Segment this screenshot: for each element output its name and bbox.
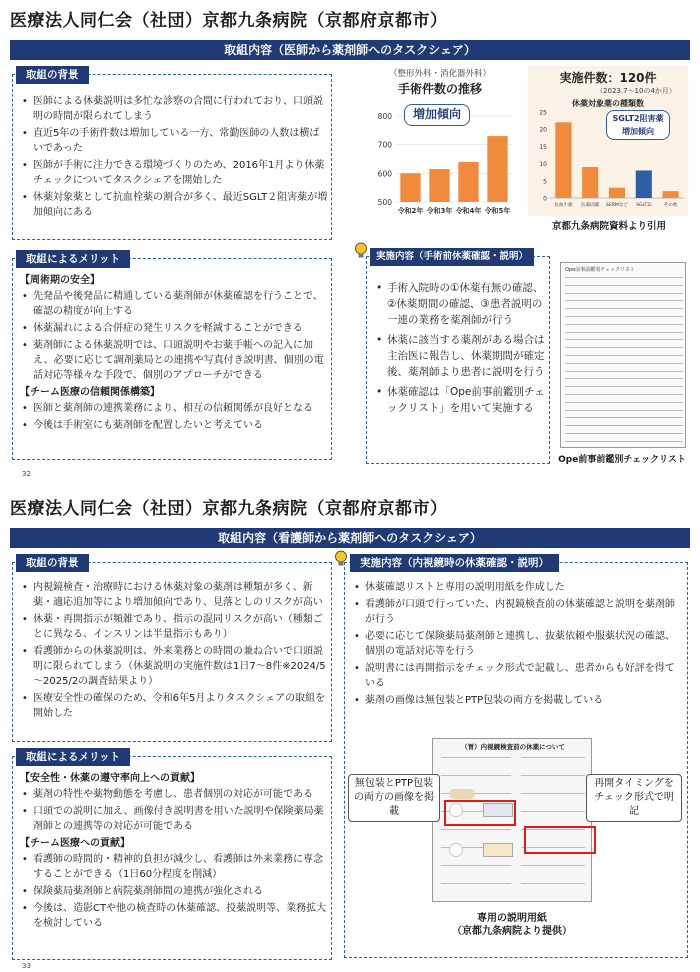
- checklist-row-line: [565, 277, 683, 278]
- list-item: • 看護師が口頭で行っていた、内視鏡検査前の休薬確認と説明を薬剤師が行う: [352, 597, 684, 627]
- note-restart: 再開タイミングをチェック形式で明記: [586, 774, 682, 822]
- x-tick-label: 令和3年: [426, 207, 453, 215]
- bar: [636, 170, 652, 198]
- list-item: • 薬剤の画像は無包装とPTP包装の両方を掲載している: [352, 693, 684, 708]
- checklist-row-line: [565, 425, 683, 426]
- sheet-row-line: [521, 793, 585, 794]
- list-item: • 医療安全性の確保のため、令和6年5月よりタスクシェアの取組を開始した: [20, 691, 328, 721]
- sheet-row-line: [441, 829, 511, 830]
- merit-content-top: [20, 272, 328, 435]
- checklist-row-line: [565, 386, 683, 387]
- list-item: • 医師と薬剤師の連携業務により、相互の信頼関係が良好となる: [20, 401, 328, 416]
- y-tick-label: 0: [543, 195, 547, 203]
- bar: [582, 167, 598, 198]
- list-item: • 今後は、造影CTや他の検査時の休薬確認、投薬説明等、業務拡大を検討している: [20, 901, 328, 931]
- checklist-row-line: [565, 285, 683, 286]
- checklist-row-line: [565, 402, 683, 403]
- merit-subhead: 【チーム医療の信頼関係構築】: [20, 387, 160, 398]
- checklist-row-line: [565, 378, 683, 379]
- bar: [400, 173, 420, 202]
- checklist-row-line: [565, 433, 683, 434]
- bar: [429, 169, 449, 202]
- sheet-row-line: [521, 811, 585, 812]
- list-item: • 説明書には再開指示をチェック形式で記載し、患者からも好評を得ている: [352, 661, 684, 691]
- list-item: • 直近5年の手術件数は増加している一方、常勤医師の人数は横ばいであった: [20, 126, 328, 156]
- checklist-row-line: [565, 363, 683, 364]
- pill-image: [449, 843, 463, 857]
- checklist-row-line: [565, 339, 683, 340]
- chart2-callout: [606, 110, 670, 140]
- x-tick-label: 令和5年: [484, 207, 511, 215]
- bar: [663, 191, 679, 198]
- page-number-top: 32: [22, 470, 31, 478]
- source-caption: 京都九条病院資料より引用: [551, 221, 666, 232]
- background-list-top: [20, 94, 328, 222]
- list-item: • 内視鏡検査・治療時における休薬対象の薬剤は種類が多く、新薬・適応追加等により増加傾向であり、見落としのリスクが高い: [20, 580, 328, 610]
- background-tag-bottom: 取組の背景: [16, 554, 89, 572]
- background-tag-top: 取組の背景: [16, 66, 89, 84]
- lightbulb-icon: [334, 550, 348, 568]
- chart-drug-card: [528, 66, 688, 216]
- sheet-row-line: [521, 757, 585, 758]
- sheet-row-line: [441, 883, 511, 884]
- title-bar-top: 取組内容（医師から薬剤師へのタスクシェア）: [10, 40, 690, 60]
- highlight-packaging: [444, 800, 516, 826]
- y-tick-label: 10: [539, 161, 547, 169]
- x-tick-label: SGLT2i: [636, 203, 652, 208]
- impl-tag-top: 実施内容（手術前休薬確認・説明）: [370, 248, 534, 266]
- checklist-row-line: [565, 324, 683, 325]
- checklist-row-line: [565, 347, 683, 348]
- list-item: • 看護師からの休薬説明は、外来業務との時間の兼ね合いで口頭説明に限られてしまう（休薬説明の実施件数は1日7～8件※2024/5～2025/2の調査結果より）: [20, 644, 328, 689]
- checklist-row-line: [565, 394, 683, 395]
- checklist-row-line: [565, 300, 683, 301]
- bar: [555, 122, 571, 198]
- list-item: • 休薬漏れによる合併症の発生リスクを軽減することができる: [20, 321, 328, 336]
- y-tick-label: 5: [543, 178, 547, 186]
- list-item: • 医師が手術に注力できる環境づくりのため、2016年1月より休薬チェックについてタスクシェアを開始した: [20, 158, 328, 188]
- x-tick-label: 抗凝固薬: [581, 203, 600, 208]
- list-item: • 医師による休薬説明は多忙な診察の合間に行われており、口頭説明の時間が限られてしまう: [20, 94, 328, 124]
- impl-list-top: [374, 280, 546, 418]
- list-item: • 必要に応じて保険薬局薬剤師と連携し、抜薬依頼や服薬状況の確認、個別の電話対応等を行う: [352, 629, 684, 659]
- checklist-thumb-title: Ope前事前鑑別チェックリスト: [565, 267, 635, 273]
- y-tick-label: 800: [377, 112, 392, 121]
- list-item: • 口頭での説明に加え、画像付き説明書を用いた説明や保険薬局薬剤師との連携等の対応が可能である: [20, 804, 328, 834]
- sheet-row-line: [521, 883, 585, 884]
- title-bar-bottom: 取組内容（看護師から薬剤師へのタスクシェア）: [10, 528, 690, 548]
- y-tick-label: 20: [539, 126, 547, 134]
- y-tick-label: 500: [377, 198, 392, 207]
- chart-subtitle: （整形外科・消化器外科）: [388, 69, 492, 79]
- chart1-callout: 増加傾向: [404, 104, 470, 126]
- merit-subhead: 【周術期の安全】: [20, 275, 100, 286]
- highlight-restart-check: [524, 826, 596, 854]
- bar: [609, 188, 625, 198]
- sheet-row-line: [441, 865, 511, 866]
- checklist-thumbnail: [560, 262, 686, 448]
- bar: [487, 136, 507, 202]
- background-list-bottom: [20, 580, 328, 723]
- list-item: • 休薬確認は「Ope前事前鑑別チェックリスト」を用いて実施する: [374, 384, 546, 416]
- sheet-row-line: [521, 865, 585, 866]
- list-item: • 休薬・再開指示が頻雑であり、指示の混同リスクが高い（種類ごとに異なる、インスリンは半量指示もあり）: [20, 612, 328, 642]
- note-packaging: 無包装とPTP包装の両方の画像を掲載: [348, 774, 440, 822]
- checklist-row-line: [565, 417, 683, 418]
- caption-line: （京都九条病院より提供）: [452, 926, 572, 937]
- list-item: • 休薬に該当する薬剤がある場合は主治医に報告し、休薬期間が確定後、薬剤師より患者に説明を行う: [374, 332, 546, 380]
- checklist-row-line: [565, 441, 683, 442]
- checklist-row-line: [565, 410, 683, 411]
- checklist-row-line: [565, 293, 683, 294]
- checklist-row-line: [565, 355, 683, 356]
- list-item: • 薬剤師による休薬説明では、口頭説明やお薬手帳への記入に加え、必要に応じて調剤薬局との連携や写真付き説明書、個別の電話対応等様々な手段で、個別のアプローチができる: [20, 338, 328, 383]
- list-item: • 今後は手術室にも薬剤師を配置したいと考えている: [20, 418, 328, 433]
- y-tick-label: 25: [539, 109, 547, 117]
- impl-tag-bottom: 実施内容（内視鏡時の休薬確認・説明）: [350, 554, 559, 572]
- surgery-count-chart: [362, 66, 518, 226]
- y-tick-label: 700: [377, 140, 392, 150]
- sheet-row-line: [521, 775, 585, 776]
- ptp-image: [483, 843, 513, 857]
- checklist-caption: Ope前事前鑑別チェックリスト: [558, 455, 686, 465]
- list-item: • 休薬確認リストと専用の説明用紙を作成した: [352, 580, 684, 595]
- merit-tag-top: 取組によるメリット: [16, 250, 130, 268]
- sheet-row-line: [441, 757, 511, 758]
- list-item: • 先発品や後発品に精通している薬剤師が休薬確認を行うことで、確認の精度が向上する: [20, 289, 328, 319]
- checklist-row-line: [565, 316, 683, 317]
- sheet-title: （胃）内視鏡検査前の休薬について: [461, 743, 565, 751]
- callout-line: 増加傾向: [622, 127, 654, 136]
- chart-subtitle: 休薬対象薬の種類数: [572, 99, 644, 108]
- merit-content-bottom: [20, 770, 328, 933]
- checklist-row-line: [565, 332, 683, 333]
- caption-line: 専用の説明用紙: [477, 913, 547, 924]
- callout-line: SGLT2阻害薬: [612, 114, 664, 123]
- page-title-top: 医療法人同仁会（社団）京都九条病院（京都府京都市）: [10, 11, 448, 31]
- list-item: • 保険薬局薬剤師と病院薬剤師間の連携が強化される: [20, 884, 328, 899]
- page-number-bottom: 33: [22, 962, 31, 970]
- lightbulb-icon: [354, 242, 368, 260]
- page-title-bottom: 医療法人同仁会（社団）京都九条病院（京都府京都市）: [10, 499, 448, 519]
- x-tick-label: その他: [663, 203, 678, 208]
- x-tick-label: SERMなど: [605, 203, 629, 208]
- drug-type-chart: [528, 66, 688, 216]
- list-item: • 看護師の時間的・精神的負担が減少し、看護師は外来業務に専念することができる（1日60分程度を削減）: [20, 852, 328, 882]
- merit-subhead: 【安全性・休薬の遵守率向上への貢献】: [20, 773, 200, 784]
- x-tick-label: 抗血小板: [554, 203, 573, 208]
- merit-tag-bottom: 取組によるメリット: [16, 748, 130, 766]
- chart-title: 実施件数：120件: [559, 71, 657, 85]
- checklist-row-line: [565, 308, 683, 309]
- impl-list-bottom: [352, 580, 684, 710]
- y-tick-label: 600: [377, 169, 392, 179]
- bar: [458, 162, 478, 202]
- x-tick-label: 令和2年: [397, 207, 424, 215]
- chart-title: 手術件数の推移: [397, 82, 483, 96]
- y-tick-label: 15: [539, 143, 547, 151]
- merit-subhead: 【チーム医療への貢献】: [20, 838, 130, 849]
- chart-surgery-card: [362, 66, 518, 226]
- chart-period: （2023.7～10の4か月）: [596, 87, 676, 95]
- x-tick-label: 令和4年: [455, 207, 482, 215]
- list-item: • 薬剤の特性や薬物動態を考慮し、患者個別の対応が可能である: [20, 787, 328, 802]
- list-item: • 手術入院時の①休薬有無の確認、②休薬期間の確認、③患者説明の一連の業務を薬剤師が行う: [374, 280, 546, 328]
- checklist-row-line: [565, 371, 683, 372]
- sheet-row-line: [441, 775, 511, 776]
- sheet-caption: [430, 912, 594, 938]
- pill-image: [449, 789, 475, 799]
- list-item: • 休薬対象薬として抗血栓薬の割合が多く、最近SGLT２阻害薬が増加傾向にある: [20, 190, 328, 220]
